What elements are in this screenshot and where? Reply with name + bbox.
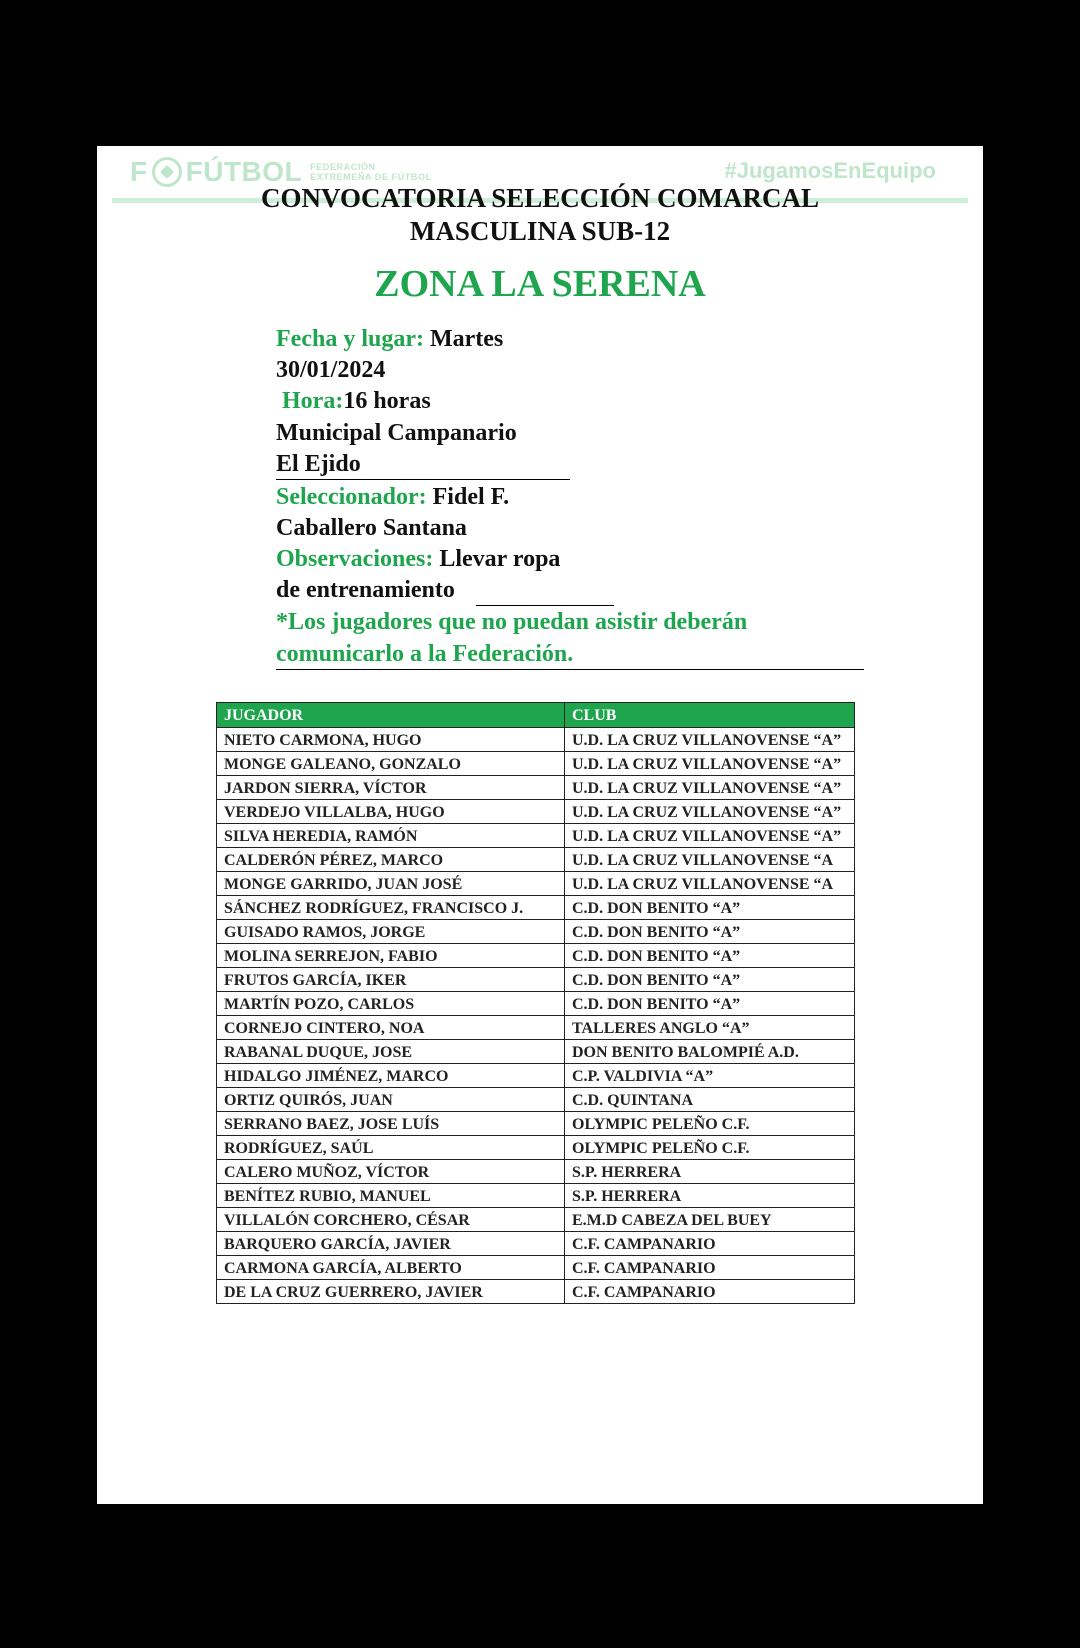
club-cell: U.D. LA CRUZ VILLANOVENSE “A [565, 848, 855, 872]
lugar-line-1: Municipal Campanario [276, 420, 517, 446]
table-row [217, 752, 855, 776]
player-cell: HIDALGO JIMÉNEZ, MARCO [217, 1064, 565, 1088]
lugar-line-2: El Ejido [276, 451, 361, 477]
logo-subtext: FEDERACIÓN EXTREMEÑA DE FÚTBOL [310, 162, 432, 182]
table-row [217, 1040, 855, 1064]
fecha-date: 30/01/2024 [276, 357, 386, 383]
club-cell: C.D. DON BENITO “A” [565, 896, 855, 920]
player-cell: MOLINA SERREJON, FABIO [217, 944, 565, 968]
table-row [217, 944, 855, 968]
club-cell: S.P. HERRERA [565, 1184, 855, 1208]
club-cell: C.F. CAMPANARIO [565, 1280, 855, 1304]
club-cell: C.F. CAMPANARIO [565, 1232, 855, 1256]
club-cell: DON BENITO BALOMPIÉ A.D. [565, 1040, 855, 1064]
club-cell: C.P. VALDIVIA “A” [565, 1064, 855, 1088]
player-cell: MONGE GALEANO, GONZALO [217, 752, 565, 776]
divider [276, 669, 864, 670]
title-line-1: CONVOCATORIA SELECCIÓN COMARCAL [260, 183, 820, 213]
player-cell: NIETO CARMONA, HUGO [217, 728, 565, 752]
player-cell: CALDERÓN PÉREZ, MARCO [217, 848, 565, 872]
player-cell: ORTIZ QUIRÓS, JUAN [217, 1088, 565, 1112]
player-cell: VILLALÓN CORCHERO, CÉSAR [217, 1208, 565, 1232]
club-cell: U.D. LA CRUZ VILLANOVENSE “A” [565, 800, 855, 824]
logo-letter-f: F [130, 156, 148, 187]
player-cell: SÁNCHEZ RODRÍGUEZ, FRANCISCO J. [217, 896, 565, 920]
club-cell: U.D. LA CRUZ VILLANOVENSE “A [565, 872, 855, 896]
table-row [217, 1136, 855, 1160]
table-row [217, 1280, 855, 1304]
table-row [217, 1208, 855, 1232]
player-cell: SERRANO BAEZ, JOSE LUÍS [217, 1112, 565, 1136]
player-cell: RABANAL DUQUE, JOSE [217, 1040, 565, 1064]
observaciones-text: de entrenamiento [276, 577, 455, 603]
column-header-club: CLUB [565, 703, 855, 728]
club-cell: U.D. LA CRUZ VILLANOVENSE “A” [565, 824, 855, 848]
table-row [217, 728, 855, 752]
table-row [217, 992, 855, 1016]
player-cell: JARDON SIERRA, VÍCTOR [217, 776, 565, 800]
club-cell: C.F. CAMPANARIO [565, 1256, 855, 1280]
club-cell: U.D. LA CRUZ VILLANOVENSE “A” [565, 752, 855, 776]
table-row [217, 1016, 855, 1040]
title-line-2: MASCULINA SUB-12 [409, 216, 671, 246]
club-cell: S.P. HERRERA [565, 1160, 855, 1184]
table-row [217, 848, 855, 872]
player-table [216, 702, 855, 1304]
table-row [217, 920, 855, 944]
note-line-1: *Los jugadores que no puedan asistir deberán [276, 609, 748, 635]
club-cell: C.D. DON BENITO “A” [565, 992, 855, 1016]
player-cell: MARTÍN POZO, CARLOS [217, 992, 565, 1016]
table-row [217, 872, 855, 896]
column-header-jugador: JUGADOR [217, 703, 565, 728]
hora-line: Hora:16 horas [282, 388, 431, 414]
player-cell: VERDEJO VILLALBA, HUGO [217, 800, 565, 824]
player-cell: CALERO MUÑOZ, VÍCTOR [217, 1160, 565, 1184]
table-row [217, 776, 855, 800]
fecha-line: Fecha y lugar: Martes [276, 326, 504, 352]
table-row [217, 1112, 855, 1136]
club-cell: E.M.D CABEZA DEL BUEY [565, 1208, 855, 1232]
player-cell: BARQUERO GARCÍA, JAVIER [217, 1232, 565, 1256]
player-cell: CORNEJO CINTERO, NOA [217, 1016, 565, 1040]
seleccionador-name: Caballero Santana [276, 515, 467, 541]
table-row [217, 896, 855, 920]
table-row [217, 1256, 855, 1280]
hashtag: #JugamosEnEquipo [724, 158, 936, 183]
club-cell: TALLERES ANGLO “A” [565, 1016, 855, 1040]
divider [276, 479, 570, 480]
club-cell: U.D. LA CRUZ VILLANOVENSE “A” [565, 728, 855, 752]
observaciones-line: Observaciones: Llevar ropa [276, 546, 561, 572]
table-row [217, 1160, 855, 1184]
note-line-2: comunicarlo a la Federación. [276, 641, 574, 667]
table-row [217, 968, 855, 992]
player-cell: DE LA CRUZ GUERRERO, JAVIER [217, 1280, 565, 1304]
player-cell: RODRÍGUEZ, SAÚL [217, 1136, 565, 1160]
table-header-row [217, 703, 855, 728]
player-cell: CARMONA GARCÍA, ALBERTO [217, 1256, 565, 1280]
logo-text: FÚTBOL [185, 156, 303, 187]
club-cell: C.D. DON BENITO “A” [565, 920, 855, 944]
club-cell: C.D. DON BENITO “A” [565, 968, 855, 992]
table-row [217, 824, 855, 848]
table-row [217, 1088, 855, 1112]
table-row [217, 1232, 855, 1256]
table-row [217, 800, 855, 824]
player-cell: BENÍTEZ RUBIO, MANUEL [217, 1184, 565, 1208]
table-row [217, 1184, 855, 1208]
player-cell: MONGE GARRIDO, JUAN JOSÉ [217, 872, 565, 896]
zone-title: ZONA LA SERENA [374, 263, 706, 305]
club-cell: U.D. LA CRUZ VILLANOVENSE “A” [565, 776, 855, 800]
club-cell: C.D. QUINTANA [565, 1088, 855, 1112]
player-cell: SILVA HEREDIA, RAMÓN [217, 824, 565, 848]
club-cell: C.D. DON BENITO “A” [565, 944, 855, 968]
player-cell: FRUTOS GARCÍA, IKER [217, 968, 565, 992]
club-cell: OLYMPIC PELEÑO C.F. [565, 1112, 855, 1136]
club-cell: OLYMPIC PELEÑO C.F. [565, 1136, 855, 1160]
table-row [217, 1064, 855, 1088]
divider [476, 605, 614, 606]
seleccionador-line: Seleccionador: Fidel F. [276, 484, 510, 510]
player-cell: GUISADO RAMOS, JORGE [217, 920, 565, 944]
